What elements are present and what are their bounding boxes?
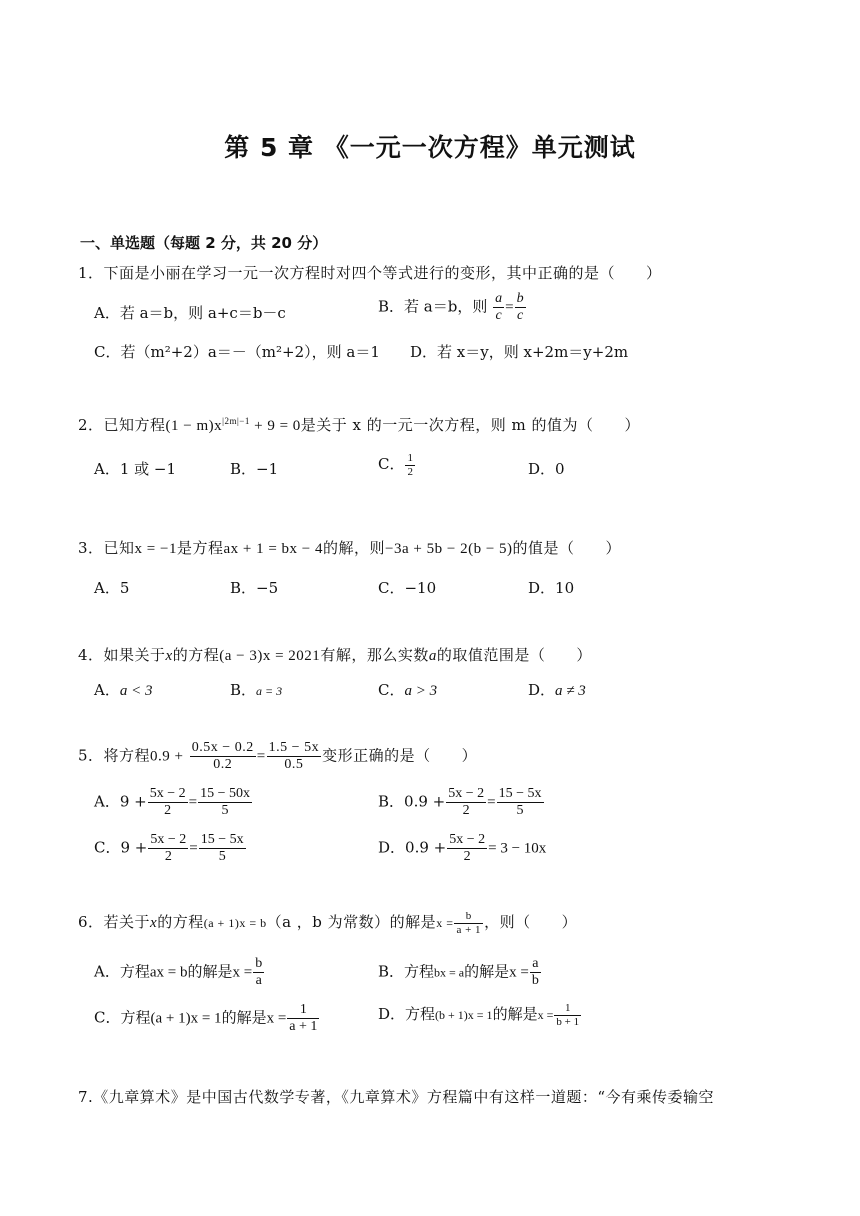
question-3-option-d: D．10: [528, 579, 575, 597]
question-1-option-b: B．若 a＝b，则 $\frac{a}{c}$ = $\frac{b}{c}$: [378, 291, 524, 324]
option-b-label: B．若 a＝b，则: [378, 297, 488, 316]
question-7-stem: 7.《九章算术》是中国古代数学专著，《九章算术》方程篇中有这样一道题：“今有乘传委输空: [78, 1088, 714, 1106]
question-4-option-a: A．a < 3: [94, 681, 153, 699]
question-3-option-c: C．−10: [378, 579, 437, 597]
question-3-option-b: B．−5: [230, 579, 279, 597]
question-6-option-b: B．方程bx = a的解是x = $\frac{a}{b}$: [378, 956, 539, 989]
question-2-option-d: D．0: [528, 460, 565, 478]
question-2-option-b: B．−1: [230, 460, 279, 478]
question-2-option-c: C． $\frac{1}{2}$: [378, 452, 413, 478]
question-4-option-c: C．a > 3: [378, 681, 438, 699]
question-5-option-a: A．9 + $\frac{5x - 2}{2}$ = $\frac{15 - 50x}{5}$: [94, 786, 250, 819]
question-1-stem: 1．下面是小丽在学习一元一次方程时对四个等式进行的变形，其中正确的是（ ）: [78, 264, 662, 282]
question-5-option-b: B．0.9 + $\frac{5x - 2}{2}$ = $\frac{15 - 5x}{5}$: [378, 786, 542, 819]
fraction-a-over-c: $\frac{a}{c}$: [495, 291, 503, 324]
question-5-stem: 5．将方程0.9 + $\frac{0.5x - 0.2}{0.2}$ = $\frac{1.5 - 5x}{0.5}$ 变形正确的是（ ）: [78, 740, 478, 773]
fraction-one-half: $\frac{1}{2}$: [407, 452, 413, 478]
question-3-stem: 3．已知x = −1是方程ax + 1 = bx − 4的解，则−3a + 5b − 2(b − 5)的值是（ ）: [78, 539, 622, 557]
question-6-option-a: A．方程ax = b的解是x = $\frac{b}{a}$: [94, 956, 263, 989]
page-title: 第 5 章 《一元一次方程》单元测试: [224, 133, 636, 162]
question-5-option-d: D．0.9 + $\frac{5x - 2}{2}$ = 3 − 10x: [378, 832, 547, 865]
section-heading: 一、单选题（每题 2 分，共 20 分）: [80, 234, 328, 252]
question-1-option-a: A．若 a＝b，则 a+c＝b－c: [94, 304, 286, 322]
question-6-option-d: D．方程(b + 1)x = 1的解是x = $\frac{1}{b + 1}$: [378, 1002, 580, 1028]
question-1-option-c: C．若（m²+2）a＝－（m²+2），则 a＝1: [94, 343, 380, 361]
question-4-option-d: D．a ≠ 3: [528, 681, 586, 699]
question-1-option-d: D．若 x＝y，则 x+2m＝y+2m: [410, 343, 629, 361]
question-2-stem: 2．已知方程$(1 - m)x^{|2m|-1} + 9 = 0$是关于 x 的一元一次方程，则 m 的值为（ ）: [78, 416, 641, 434]
question-6-option-c: C．方程(a + 1)x = 1的解是x = $\frac{1}{a + 1}$: [94, 1002, 318, 1035]
question-5-option-c: C．9 + $\frac{5x - 2}{2}$ = $\frac{15 - 5x}{5}$: [94, 832, 244, 865]
question-4-stem: 4．如果关于x的方程(a − 3)x = 2021有解，那么实数a的取值范围是（ ）: [78, 646, 592, 664]
question-3-option-a: A．5: [94, 579, 130, 597]
question-4-option-b: B．a = 3: [230, 681, 283, 699]
question-6-stem: 6．若关于x的方程(a + 1)x = b（a ，b 为常数）的解是x = $\frac{b}{a + 1}$ ，则（ ）: [78, 910, 578, 936]
fraction-right: $\frac{1.5 - 5x}{0.5}$: [268, 740, 320, 773]
fraction-left: $\frac{0.5x - 0.2}{0.2}$: [191, 740, 254, 773]
fraction-b-over-c: $\frac{b}{c}$: [516, 291, 524, 324]
question-2-option-a: A．1 或 −1: [94, 460, 177, 478]
